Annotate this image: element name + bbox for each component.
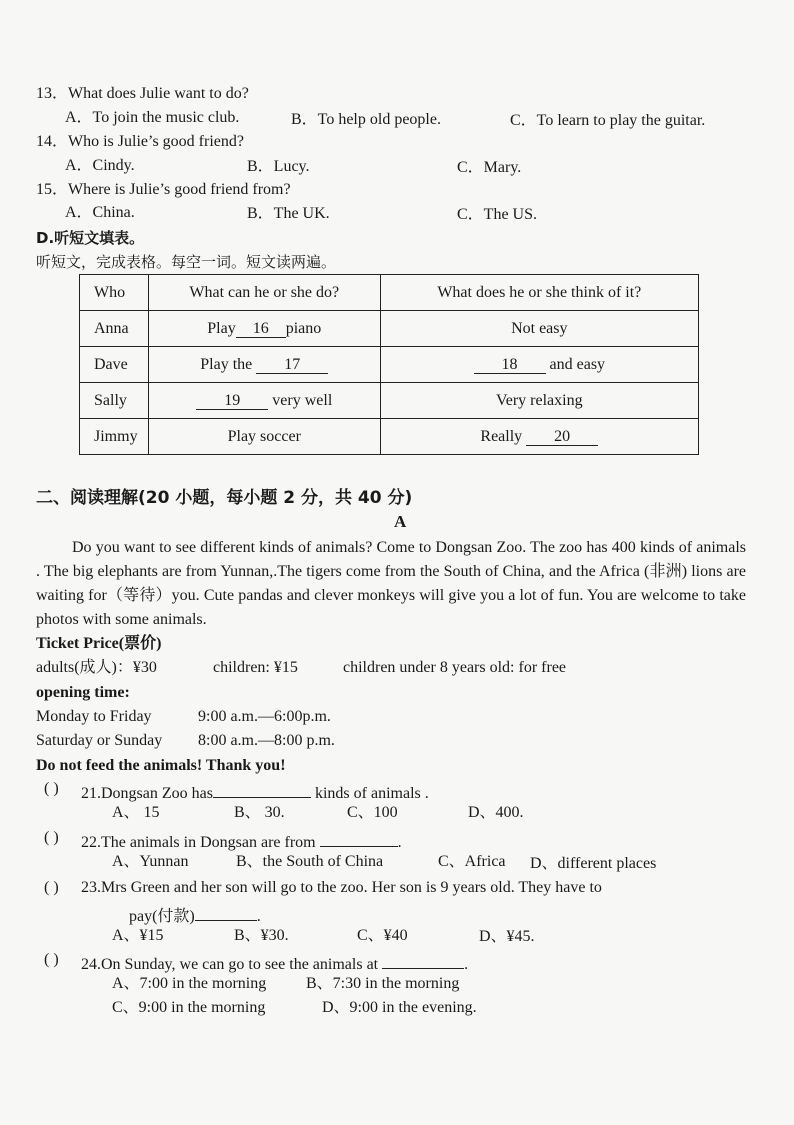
opening-time-title: opening time: — [36, 684, 130, 701]
question-14-option-b[interactable]: B．Lucy. — [247, 158, 310, 175]
hours-days: Monday to Friday — [36, 708, 152, 725]
table-cell-do: Play soccer — [148, 419, 380, 455]
cell-text: Play the — [200, 355, 253, 373]
answer-bracket-23[interactable]: ( ) — [44, 879, 59, 896]
cell-text: Really — [480, 427, 523, 445]
question-14-stem: 14．Who is Julie’s good friend? — [36, 133, 244, 150]
hours-time: 8:00 a.m.—8:00 p.m. — [198, 732, 335, 749]
question-15-option-b[interactable]: B．The UK. — [247, 205, 330, 222]
price-children: children: ¥15 — [213, 659, 298, 676]
question-13-option-b[interactable]: B．To help old people. — [291, 111, 441, 128]
answer-bracket-21[interactable]: ( ) — [44, 780, 59, 797]
question-21-option-d[interactable]: D、400. — [468, 804, 524, 821]
cell-text: very well — [272, 391, 333, 409]
question-15-option-a[interactable]: A．China. — [65, 204, 135, 221]
stem-text: 21.Dongsan Zoo has — [81, 785, 213, 802]
stem-text: 22.The animals in Dongsan are from — [81, 834, 316, 851]
passage-label: A — [394, 512, 407, 531]
table-row — [80, 347, 699, 383]
question-23-option-a[interactable]: A、¥15 — [112, 927, 164, 944]
table-cell-do — [148, 383, 380, 419]
question-22-option-b[interactable]: B、the South of China — [236, 853, 384, 870]
question-22-option-d[interactable]: D、different places — [530, 855, 657, 872]
blank-18[interactable]: 18 — [474, 355, 546, 374]
ticket-price-title: Ticket Price(票价) — [36, 635, 162, 652]
cell-text: and easy — [549, 355, 606, 373]
table-cell-think: Not easy — [380, 311, 698, 347]
question-21-option-c[interactable]: C、100 — [347, 804, 398, 821]
table-header: Who — [80, 275, 149, 311]
price-adults: adults(成人)：¥30 — [36, 659, 157, 676]
question-23-option-b[interactable]: B、¥30. — [234, 927, 289, 944]
answer-bracket-24[interactable]: ( ) — [44, 951, 59, 968]
question-15-stem: 15．Where is Julie’s good friend from? — [36, 181, 291, 198]
blank-19[interactable]: 19 — [196, 391, 268, 410]
table-row — [80, 311, 699, 347]
table-cell-do — [148, 311, 380, 347]
table-row — [80, 383, 699, 419]
question-21-option-b[interactable]: B、 30. — [234, 804, 285, 821]
question-24-stem — [81, 950, 468, 975]
section-d-instruction: 听短文，完成表格。每空一词。短文读两遍。 — [36, 253, 337, 271]
question-22-stem — [81, 828, 402, 853]
question-21-stem — [81, 779, 429, 804]
section-d-title: D.听短文填表。 — [36, 229, 145, 247]
question-24-option-b[interactable]: B、7:30 in the morning — [306, 975, 460, 992]
blank-17[interactable]: 17 — [256, 355, 328, 374]
answer-bracket-22[interactable]: ( ) — [44, 829, 59, 846]
table-header: What can he or she do? — [148, 275, 380, 311]
stem-text: . — [397, 834, 402, 851]
question-13-option-c[interactable]: C．To learn to play the guitar. — [510, 112, 706, 129]
blank-23[interactable] — [195, 902, 257, 921]
cell-text: Play — [207, 319, 236, 337]
table-row — [80, 419, 699, 455]
question-14-option-c[interactable]: C．Mary. — [457, 159, 522, 176]
table-header-row — [80, 275, 699, 311]
stem-text: . — [256, 908, 261, 925]
cell-text: piano — [285, 319, 322, 337]
table-cell-do — [148, 347, 380, 383]
table-cell-who: Anna — [80, 311, 149, 347]
question-24-option-d[interactable]: D、9:00 in the evening. — [322, 999, 477, 1016]
question-23-option-d[interactable]: D、¥45. — [479, 928, 535, 945]
question-23-stem: 23.Mrs Green and her son will go to the zoo. Her son is 9 years old. They have to — [81, 879, 602, 896]
table-header: What does he or she think of it? — [380, 275, 698, 311]
table-cell-think: Very relaxing — [380, 383, 698, 419]
question-24-option-c[interactable]: C、9:00 in the morning — [112, 999, 266, 1016]
blank-20[interactable]: 20 — [526, 427, 598, 446]
stem-text: pay(付款) — [129, 908, 195, 925]
blank-22[interactable] — [320, 828, 398, 847]
question-23-option-c[interactable]: C、¥40 — [357, 927, 408, 944]
notice: Do not feed the animals! Thank you! — [36, 757, 286, 774]
passage-paragraph: Do you want to see different kinds of animals? Come to Dongsan Zoo. The zoo has 400 kinds of animals . The big elephants are from Yunnan,.The tigers come from the South of China, and the Africa (非洲) lions are waiting for（等待）you. Cute pandas and clever monkeys will give you a lot of fun. You are welcome to take photos with some animals. — [36, 539, 746, 628]
reading-section-title: 二、阅读理解(20 小题，每小题 2 分，共 40 分) — [36, 488, 413, 508]
price-children-under-8: children under 8 years old: for free — [343, 659, 567, 676]
question-21-option-a[interactable]: A、 15 — [112, 804, 160, 821]
stem-text: kinds of animals . — [314, 785, 429, 802]
hours-days: Saturday or Sunday — [36, 732, 163, 749]
question-24-option-a[interactable]: A、7:00 in the morning — [112, 975, 267, 992]
hours-time: 9:00 a.m.—6:00p.m. — [198, 708, 331, 725]
question-15-option-c[interactable]: C．The US. — [457, 206, 538, 223]
question-13-stem: 13．What does Julie want to do? — [36, 85, 249, 102]
listening-table — [79, 274, 699, 455]
blank-16[interactable]: 16 — [236, 319, 286, 338]
stem-text: . — [464, 956, 469, 973]
table-cell-who: Sally — [80, 383, 149, 419]
table-cell-who: Jimmy — [80, 419, 149, 455]
table-cell-who: Dave — [80, 347, 149, 383]
question-22-option-c[interactable]: C、Africa — [438, 853, 506, 870]
question-14-option-a[interactable]: A．Cindy. — [65, 157, 135, 174]
question-22-option-a[interactable]: A、Yunnan — [112, 853, 189, 870]
table-cell-think — [380, 419, 698, 455]
table-cell-think — [380, 347, 698, 383]
question-23-stem-line2 — [129, 902, 261, 927]
stem-text: 24.On Sunday, we can go to see the animals at — [81, 956, 379, 973]
blank-21[interactable] — [213, 779, 311, 798]
blank-24[interactable] — [382, 950, 464, 969]
question-13-option-a[interactable]: A．To join the music club. — [65, 109, 240, 126]
